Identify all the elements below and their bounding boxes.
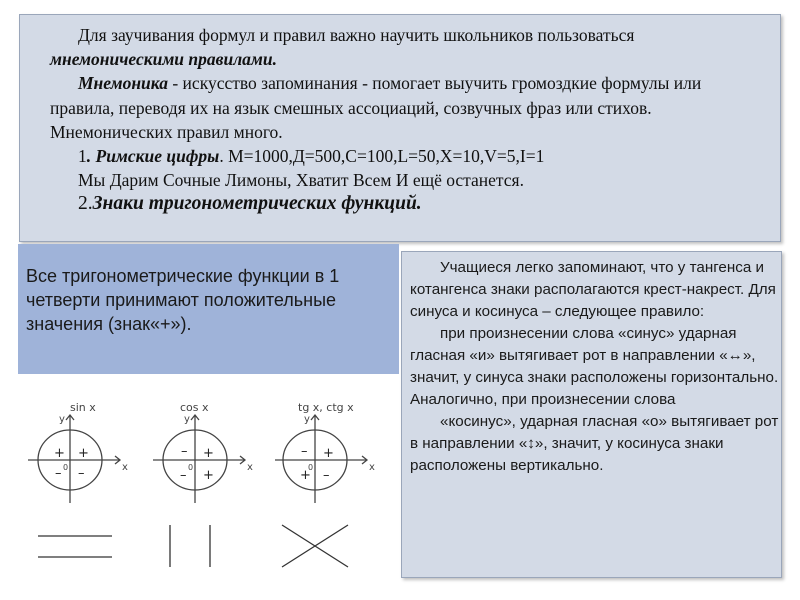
trig-sign-diagrams [20, 395, 395, 585]
sin-diagram [28, 401, 128, 503]
origin-label: 0 [188, 463, 194, 472]
axis-x-label: x [369, 462, 375, 473]
quadrant-1-sign: + [323, 446, 334, 461]
first-quarter-panel [18, 244, 399, 374]
quadrant-4-sign: – [78, 466, 85, 481]
origin-label: 0 [63, 463, 69, 472]
cos-mnemonic-lines [170, 525, 210, 567]
roman-numerals-title: . Римские цифры [86, 146, 220, 167]
trig-signs-item [50, 192, 760, 216]
mnemonic-description: - искусство запоминания - помогает выучить громоздкие формулы или правила, переводя их на язык смешных ассоциаций, созвучных фраз или стихов. Мнемонических правил много. [50, 73, 702, 142]
sin-mnemonic-lines [38, 536, 112, 557]
quadrant-1-sign: + [203, 446, 214, 461]
roman-numerals-phrase: Мы Дарим Сочные Лимоны, Хватит Всем И ещё останется. [78, 170, 524, 191]
quadrant-3-sign: – [55, 466, 62, 481]
trig-signs-title: Знаки тригонометрических функций. [92, 193, 422, 215]
intro-text [50, 23, 760, 217]
quadrant-4-sign: + [203, 468, 214, 483]
item-number: 1 [78, 146, 87, 167]
axis-y-label: y [59, 414, 65, 425]
roman-numerals-item [50, 144, 760, 168]
axis-x-label: x [122, 462, 128, 473]
tg-ctg-label: tg x, ctg x [298, 401, 354, 414]
axis-y-label: y [304, 414, 310, 425]
quadrant-3-sign: + [300, 468, 311, 483]
rule-paragraph: Учащиеся легко запоминают, что у тангенса и котангенса знаки располагаются крест-накрест. Для синуса и косинуса – следующее правило: [410, 259, 776, 320]
sin-label: sin x [70, 401, 96, 414]
intro-panel [19, 14, 781, 242]
axis-y-label: y [184, 414, 190, 425]
intro-line: Для заучивания формул и правил важно научить школьников пользоваться [78, 25, 635, 45]
axis-x-label: x [247, 462, 253, 473]
mnemonic-definition [50, 71, 760, 144]
first-quarter-text: Все тригонометрические функции в 1 четверти принимают положительные значения (знак«+»). [26, 266, 340, 334]
cos-diagram [153, 401, 253, 503]
quadrant-1-sign: + [78, 446, 89, 461]
rule-paragraph: «косинус», ударная гласная «о» вытягивает рот в направлении «↕», значит, у косинуса знаки расположены вертикально. [410, 413, 779, 474]
quadrant-2-sign: + [54, 446, 65, 461]
roman-numerals-values: . М=1000,Д=500,С=100,L=50,X=10,V=5,I=1 [219, 146, 545, 167]
mnemonic-rule-panel [401, 251, 782, 578]
tg-ctg-diagram [275, 401, 375, 503]
quadrant-3-sign: – [180, 468, 187, 483]
intro-term: мнемоническими правилами. [50, 49, 278, 70]
quadrant-2-sign: – [181, 444, 188, 459]
tg-mnemonic-cross [282, 525, 348, 567]
quadrant-4-sign: – [323, 468, 330, 483]
quadrant-2-sign: – [301, 444, 308, 459]
mnemonic-rule-text [410, 257, 780, 477]
origin-label: 0 [308, 463, 314, 472]
cos-label: cos x [180, 401, 209, 414]
mnemonic-term: Мнемоника [78, 73, 168, 94]
rule-paragraph: при произнесении слова «синус» ударная гласная «и» вытягивает рот в направлении «↔», значит, у синуса знаки расположены горизонтально. Аналогично, при произнесении слова [410, 325, 779, 408]
item-number: 2. [78, 193, 93, 215]
